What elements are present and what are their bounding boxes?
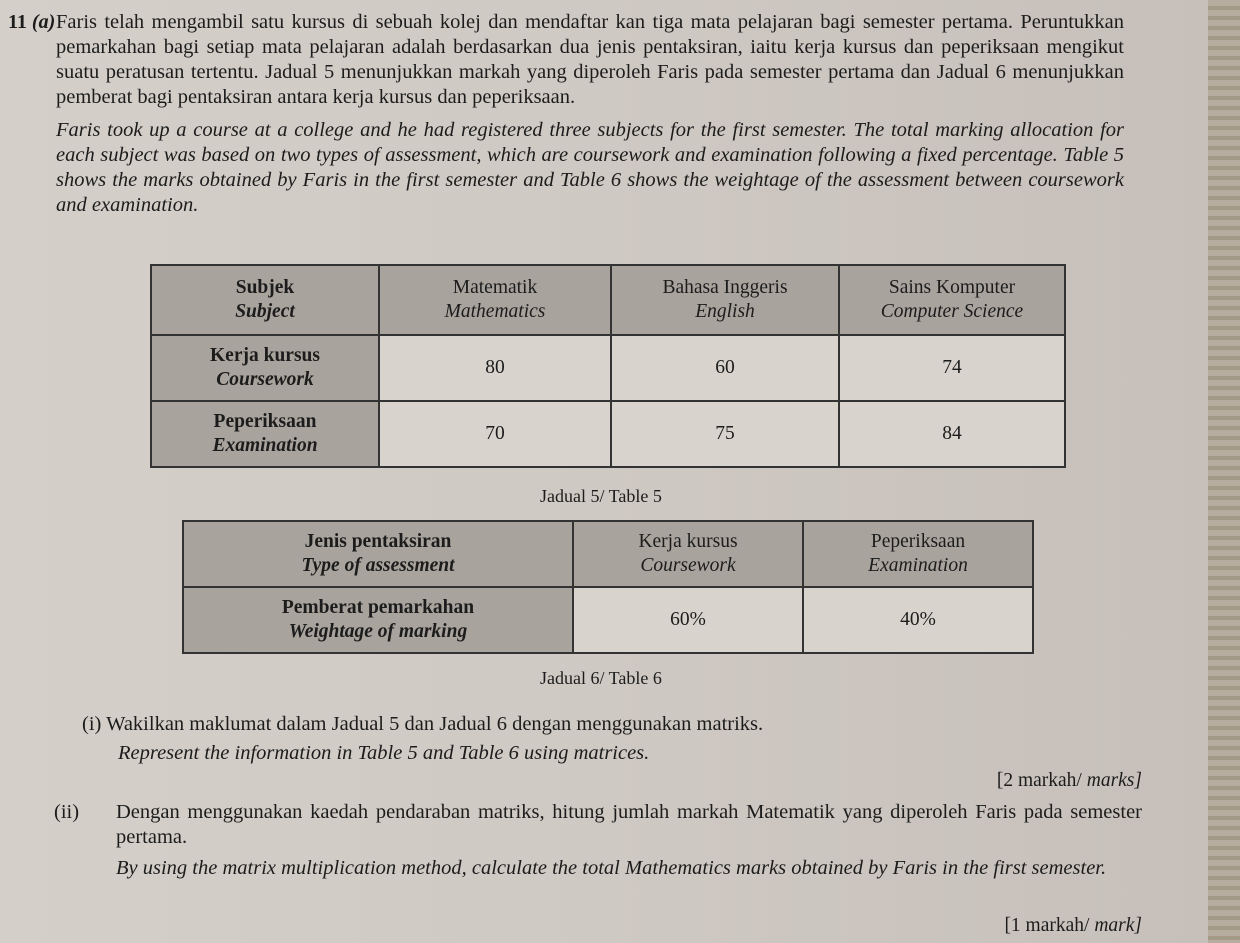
table6-col-exam: Peperiksaan Examination bbox=[803, 521, 1033, 587]
table5-cell: 60 bbox=[611, 335, 839, 401]
table5-cell: 80 bbox=[379, 335, 611, 401]
table5-cell: 84 bbox=[839, 401, 1065, 467]
table-row bbox=[183, 587, 1033, 653]
table5-row-exam-label: Peperiksaan Examination bbox=[151, 401, 379, 467]
intro-malay: Faris telah mengambil satu kursus di sebuah kolej dan mendaftar kan tiga mata pelajaran bagi semester pertama. Peruntukkan pemarkahan bagi setiap mata pelajaran adalah berdasarkan dua jenis pentaksiran, iaitu kerja kursus dan peperiksaan mengikut suatu peratusan tertentu. Jadual 5 menunjukkan markah yang diperoleh Faris pada semester pertama dan Jadual 6 menunjukkan pemberat bagi pentaksiran antara kerja kursus dan peperiksaan. bbox=[56, 11, 1124, 108]
marks-ii: [1 markah/ mark] bbox=[1004, 915, 1142, 936]
table-5 bbox=[150, 264, 1066, 468]
table5-caption: Jadual 5/ Table 5 bbox=[540, 486, 662, 506]
table-row bbox=[151, 335, 1065, 401]
table6-row-label: Pemberat pemarkahan Weightage of marking bbox=[183, 587, 573, 653]
marks-i: [2 markah/ marks] bbox=[996, 770, 1142, 791]
table5-header-cell: Subjek Subject bbox=[151, 265, 379, 335]
table6-cell: 60% bbox=[573, 587, 803, 653]
table6-cell: 40% bbox=[803, 587, 1033, 653]
subquestion-i: (i) Wakilkan maklumat dalam Jadual 5 dan Jadual 6 dengan menggunakan matriks. Represent the information in Table 5 and Table 6 using matrices. bbox=[82, 713, 764, 764]
table5-col-math: Matematik Mathematics bbox=[379, 265, 611, 335]
table5-cell: 74 bbox=[839, 335, 1065, 401]
table-6 bbox=[182, 520, 1034, 654]
question-number: 11 (a) bbox=[8, 11, 56, 33]
table6-caption: Jadual 6/ Table 6 bbox=[540, 668, 662, 688]
intro-english: Faris took up a course at a college and he had registered three subjects for the first semester. The total marking allocation for each subject was based on two types of assessment, which are coursework and examination following a fixed percentage. Table 5 shows the marks obtained by Faris in the first semester and Table 6 shows the weightage of the assessment between coursework and examination. bbox=[56, 119, 1124, 216]
table5-cell: 70 bbox=[379, 401, 611, 467]
subquestion-ii: (ii) Dengan menggunakan kaedah pendaraban matriks, hitung jumlah markah Matematik yang diperoleh Faris pada semester pertama. By using the matrix multiplication method, calculate the total Mathematics marks obtained by Faris in the first semester. bbox=[54, 801, 1142, 879]
table5-cell: 75 bbox=[611, 401, 839, 467]
paper-edge-binding bbox=[1208, 0, 1240, 943]
table-row bbox=[151, 401, 1065, 467]
table5-col-english: Bahasa Inggeris English bbox=[611, 265, 839, 335]
table6-col-coursework: Kerja kursus Coursework bbox=[573, 521, 803, 587]
table5-col-cs: Sains Komputer Computer Science bbox=[839, 265, 1065, 335]
question-block bbox=[8, 10, 1124, 218]
table5-row-coursework-label: Kerja kursus Coursework bbox=[151, 335, 379, 401]
table6-header-cell: Jenis pentaksiran Type of assessment bbox=[183, 521, 573, 587]
